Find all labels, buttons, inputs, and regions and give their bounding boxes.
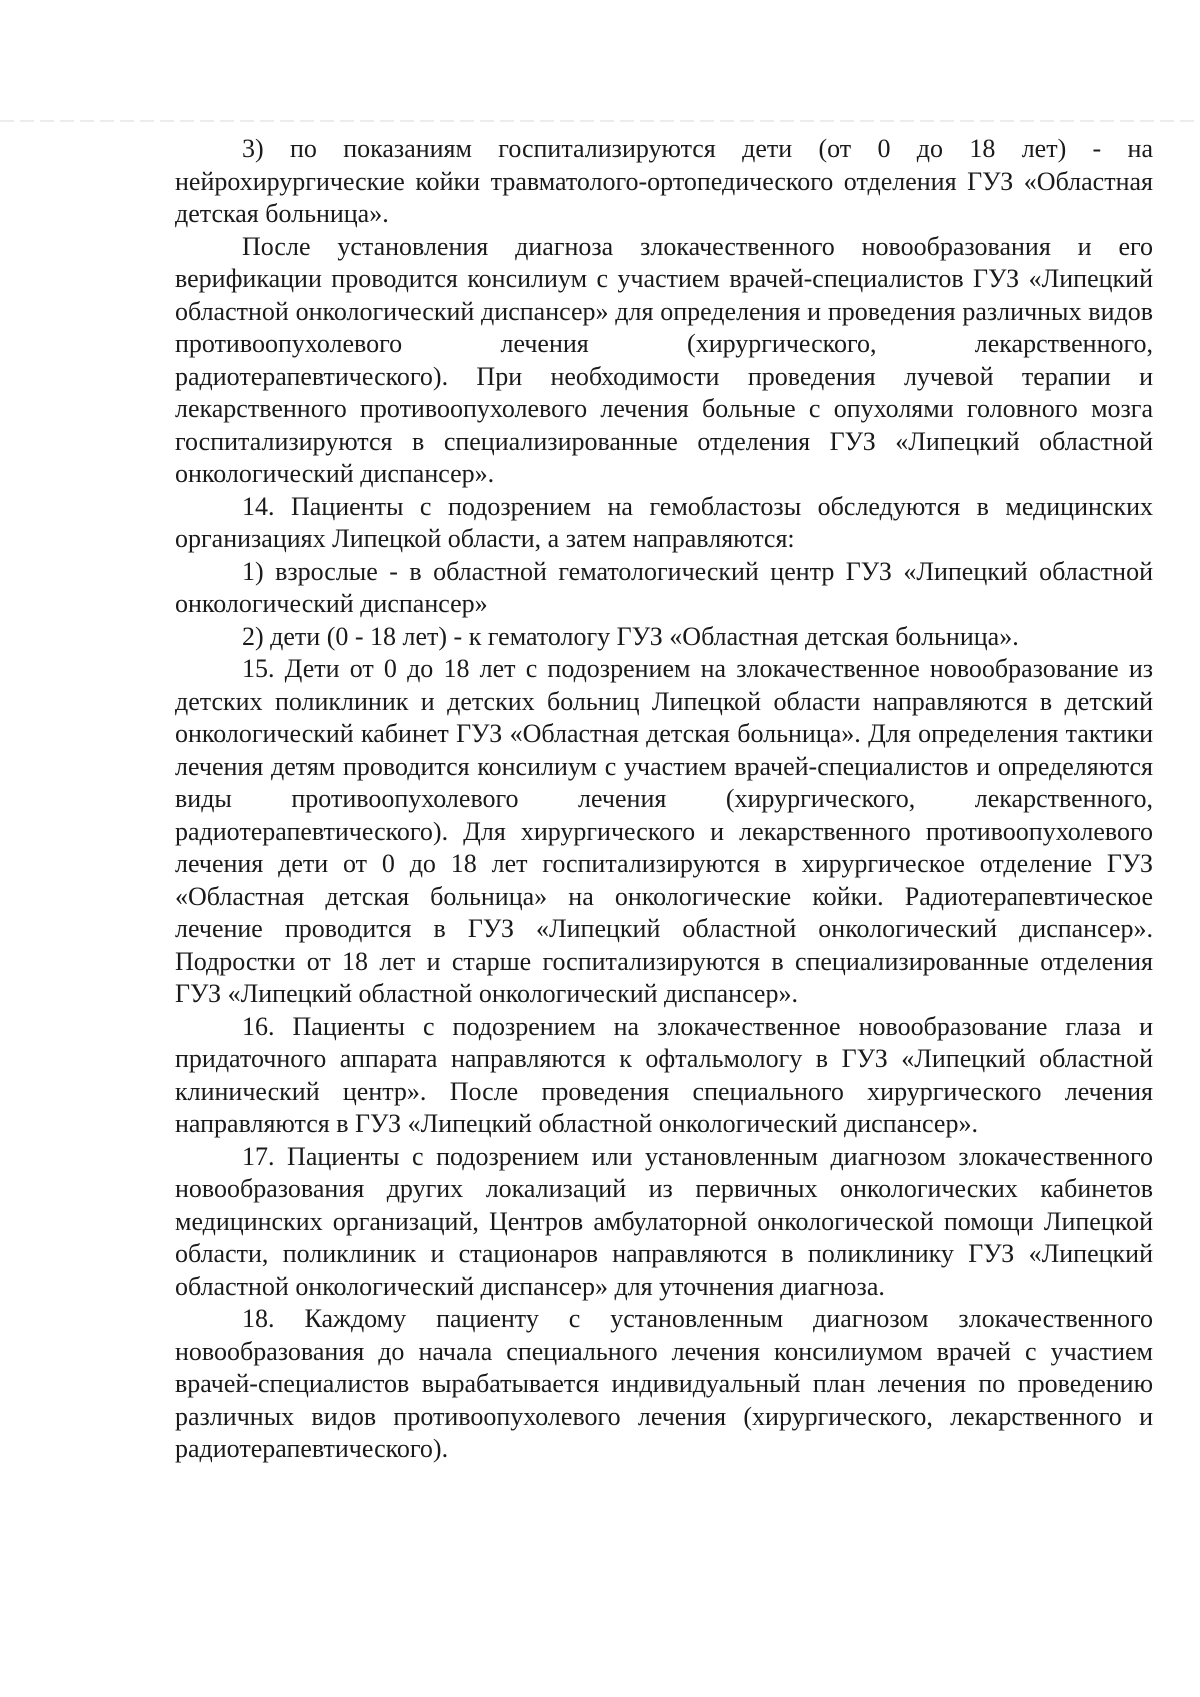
paragraph-item-3-hospitalization: 3) по показаниям госпитализируются дети (от 0 до 18 лет) - на нейрохирургические койки травматолого-ортопедического отделения ГУЗ «Областная детская больница».: [175, 134, 1153, 228]
paragraph-consilium: После установления диагноза злокачественного новообразования и его верификации проводится консилиум с участием врачей-специалистов ГУЗ «Липецкий областной онкологический диспансер» для определения и проведения различных видов противоопухолевого лечения (хирургического, лекарственного, радиотерапевтического). При необходимости проведения лучевой терапии и лекарственного противоопухолевого лечения больные с опухолями головного мозга госпитализируются в специализированные отделения ГУЗ «Липецкий областной онкологический диспансер».: [175, 231, 1153, 488]
paragraph-16-eye: 16. Пациенты с подозрением на злокачественное новообразование глаза и придаточного аппарата направляются к офтальмологу в ГУЗ «Липецкий областной клинический центр». После проведения специального хирургического лечения направляются в ГУЗ «Липецкий областной онкологический диспансер».: [175, 1011, 1153, 1138]
paragraph-15-children-oncology: 15. Дети от 0 до 18 лет с подозрением на злокачественное новообразование из детских поликлиник и детских больниц Липецкой области направляются в детский онкологический кабинет ГУЗ «Областная детская больница». Для определения тактики лечения детям проводится консилиум с участием врачей-специалистов и определяются виды противоопухолевого лечения (хирургического, лекарственного, радиотерапевтического). Для хирургического и лекарственного противоопухолевого лечения дети от 0 до 18 лет госпитализируются в хирургическое отделение ГУЗ «Областная детская больница» на онкологические койки. Радиотерапевтическое лечение проводится в ГУЗ «Липецкий областной онкологический диспансер». Подростки от 18 лет и старше госпитализируются в специализированные отделения ГУЗ «Липецкий областной онкологический диспансер».: [175, 654, 1153, 1008]
document-body: [175, 133, 1153, 1466]
scan-artifact-line: [0, 120, 1200, 122]
paragraph-14-hemoblastosis: 14. Пациенты с подозрением на гемобластозы обследуются в медицинских организациях Липецкой области, а затем направляются:: [175, 491, 1153, 553]
paragraph-17-other-localizations: 17. Пациенты с подозрением или установленным диагнозом злокачественного новообразования других локализаций из первичных онкологических кабинетов медицинских организаций, Центров амбулаторной онкологической помощи Липецкой области, поликлиник и стационаров направляются в поликлинику ГУЗ «Липецкий областной онкологический диспансер» для уточнения диагноза.: [175, 1141, 1153, 1301]
paragraph-14-children: 2) дети (0 - 18 лет) - к гематологу ГУЗ «Областная детская больница».: [242, 621, 1019, 651]
paragraph-18-treatment-plan: 18. Каждому пациенту с установленным диагнозом злокачественного новообразования до начала специального лечения консилиумом врачей с участием врачей-специалистов вырабатывается индивидуальный план лечения по проведению различных видов противоопухолевого лечения (хирургического, лекарственного и радиотерапевтического).: [175, 1304, 1153, 1463]
paragraph-14-adults: 1) взрослые - в областной гематологический центр ГУЗ «Липецкий областной онкологический диспансер»: [175, 556, 1153, 618]
